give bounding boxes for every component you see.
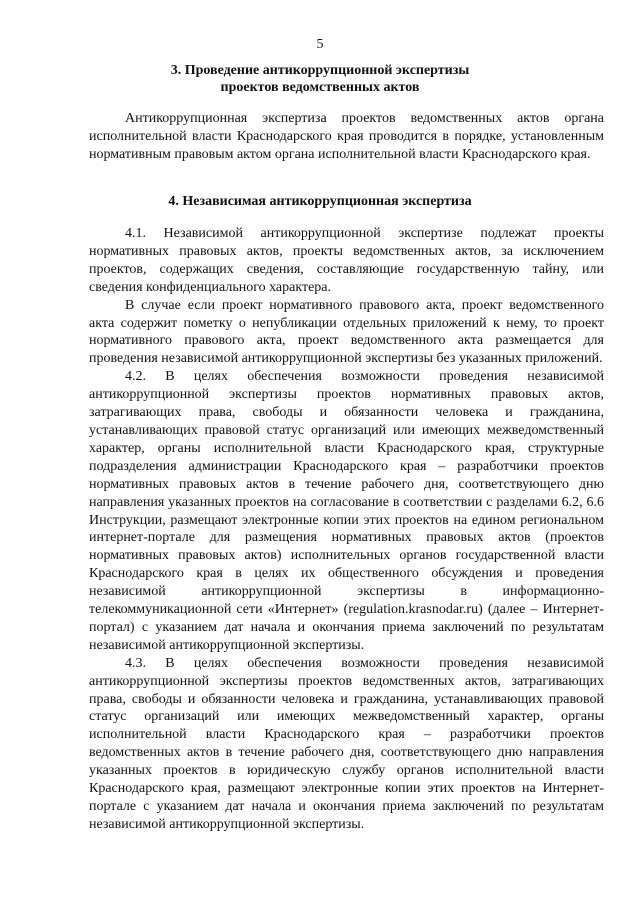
section-3-body: [89, 110, 604, 164]
paragraph-4-1: 4.1. Независимой антикоррупционной экспертизе подлежат проекты нормативных правовых актов, проекты ведомственных актов, за исключением проектов, содержащих сведения, составляющие государственную тайну, или сведения конфиденциального характера.: [89, 226, 604, 295]
paragraph-4-1-cont: В случае если проект нормативного правового акта, проект ведомственного акта содержит пометку о непубликации отдельных приложений к нему, то проект нормативного правового акта, проект ведомственного акта размещается для проведения независимой антикоррупционной экспертизы без указанных приложений.: [89, 297, 604, 367]
section-4-title: 4. Независимая антикоррупционная экспертиза: [168, 194, 472, 209]
section-3-title-line1: 3. Проведение антикоррупционной экспертизы: [170, 63, 470, 78]
section-3-title: [60, 62, 580, 96]
paragraph-4-3: 4.3. В целях обеспечения возможности проведения независимой антикоррупционной экспертизы проектов ведомственных актов, затрагивающих права, свободы и обязанности человека и гражданина, устанавливающих правовой статус организаций или имеющих межведомственный характер, органы исполнительной власти Краснодарского края – разработчики проектов ведомственных актов в течение рабочего дня, соответствующего дню направления указанных проектов в юридическую службу органов исполнительной власти Краснодарского края, размещают электронные копии этих проектов на Интернет-портале с указанием дат начала и окончания приема заключений по результатам независимой антикоррупционной экспертизы.: [89, 655, 604, 832]
page-number: 5: [316, 37, 324, 52]
section-3-title-line2: проектов ведомственных актов: [220, 80, 420, 95]
paragraph: Антикоррупционная экспертиза проектов ведомственных актов органа исполнительной власти Краснодарского края проводится в порядке, установленным нормативным правовым актом органа исполнительной власти Краснодарского края.: [89, 111, 604, 162]
section-4-body: [89, 225, 604, 834]
paragraph-4-2: 4.2. В целях обеспечения возможности проведения независимой антикоррупционной экспертизы проектов нормативных правовых актов, затрагивающих права, свободы и обязанности человека и гражданина, устанавливающих правовой статус организаций или имеющих межведомственный характер, органы исполнительной власти Краснодарского края, структурные подразделения администрации Краснодарского края – разработчики проектов нормативных правовых актов в течение рабочего дня, соответствующего дню направления указанных проектов на согласование в соответствии с разделами 6.2, 6.6 Инструкции, размещают электронные копии этих проектов на едином региональном интернет-портале для размещения нормативных правовых актов (проектов нормативных правовых актов) исполнительных органов государственной власти Краснодарского края в целях их общественного обсуждения и проведения независимой антикоррупционной экспертизы в информационно-телекоммуникационной сети «Интернет» (regulation.krasnodar.ru) (далее – Интернет-портал) с указанием дат начала и окончания приема заключений по результатам независимой антикоррупционной экспертизы.: [89, 369, 604, 653]
